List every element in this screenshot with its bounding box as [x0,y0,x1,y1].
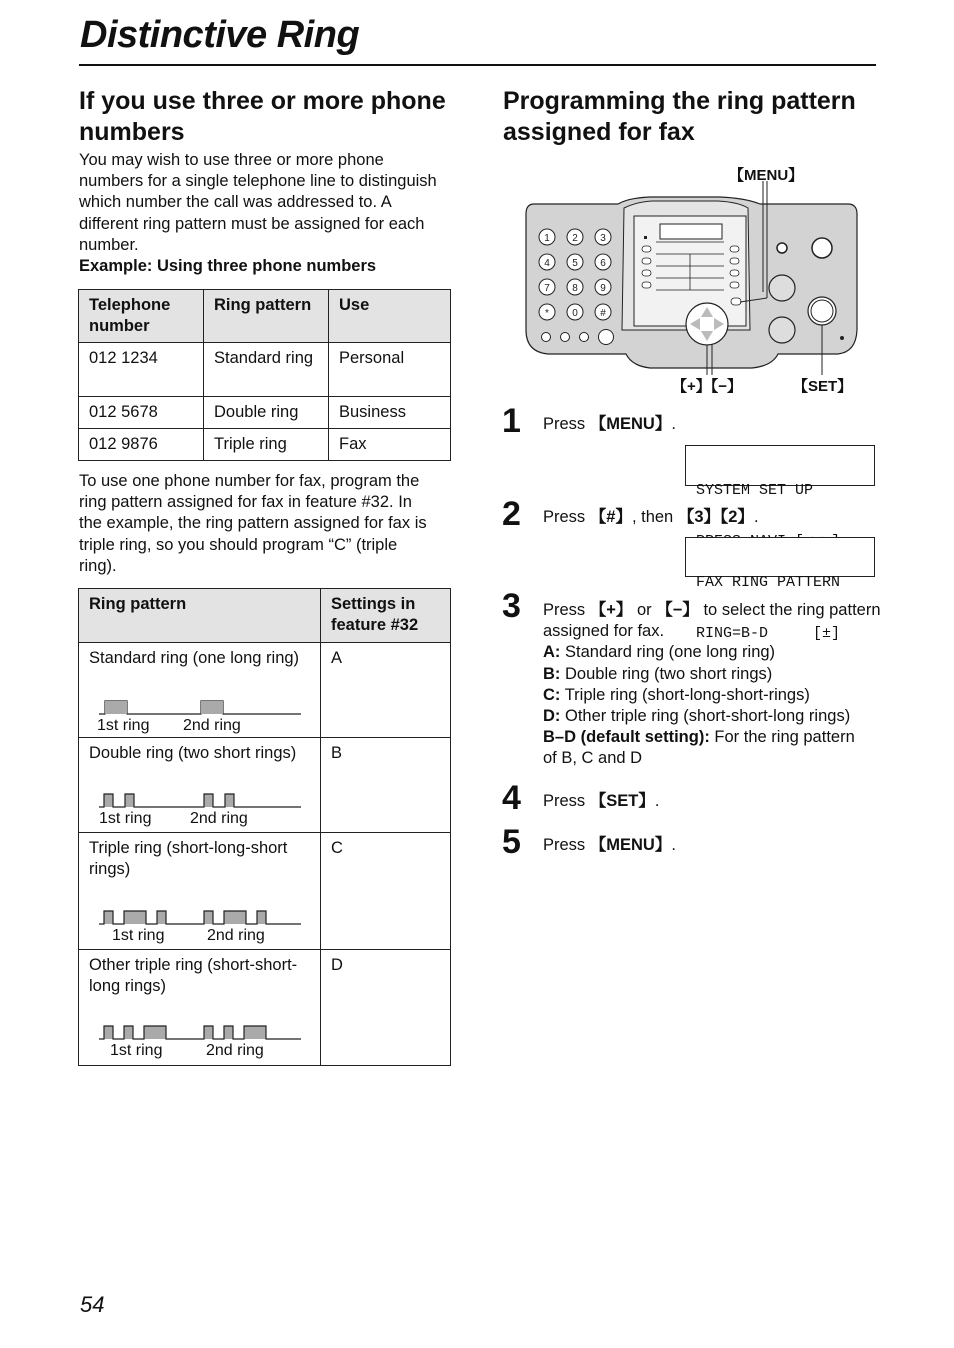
ring-pattern-cell [79,950,321,1066]
ring-label-second: 2nd ring [190,810,248,827]
table-cell: Fax [329,429,451,461]
page-title: Distinctive Ring [80,14,360,56]
step-text: , then [631,508,678,526]
ring-label-second: 2nd ring [207,927,265,944]
table-cell: 012 5678 [79,397,204,429]
lcd-line: SYSTEM SET UP [696,482,814,499]
option-text: Standard ring (one long ring) [560,643,776,662]
ring-pattern-cell [79,833,321,950]
text-line: different ring pattern must be assigned for each [79,214,425,233]
default-label: B–D (default setting): [543,728,710,747]
keypad-key: 5 [572,258,578,269]
ring-label-first: 1st ring [97,717,150,734]
text-line: To use one phone number for fax, program the [79,472,420,490]
ring-label-first: 1st ring [99,810,152,827]
text-line: numbers for a single telephone line to distinguish [79,172,437,191]
option-label: D: [543,707,561,726]
text-line: which number the call was addressed to. A [79,193,392,212]
ring-label-first: 1st ring [110,1042,163,1059]
ring-description: Triple ring (short-long-short rings) [89,839,288,878]
keypad-key: 8 [572,283,578,294]
step-2-text [543,507,759,528]
lcd-display [685,445,875,499]
option-c [543,685,883,706]
keypad-key: 1 [544,233,550,244]
key-hash: 【#】 [589,508,632,526]
heading-line: assigned for fax [503,118,695,146]
table-header: Ring pattern [204,290,329,343]
step-text: . [671,415,676,433]
text-line: the example, the ring pattern assigned for fax is [79,514,427,533]
setting-cell: A [321,643,451,738]
title-rule [79,64,876,66]
option-text: Other triple ring (short-short-long rings) [560,707,851,726]
text-line: number. [79,235,139,254]
table-row [79,429,451,461]
setting-cell: D [321,950,451,1066]
section-heading-three-numbers [79,86,446,148]
callout-plus-minus: 【+】【−】 [672,378,743,395]
lcd-line: RING=B-D [±] [696,625,841,642]
table-header: Ring pattern [79,589,321,643]
step-number: 2 [502,495,521,533]
text-line: ring pattern assigned for fax in feature #32. In [79,493,412,512]
keypad-key: 2 [572,233,578,244]
ring-pattern-cell [79,738,321,833]
ring-pattern-cell [79,643,321,738]
step-4-text [543,791,659,812]
step-text: Press [543,415,590,433]
table-cell: Standard ring [204,343,329,397]
text-line: You may wish to use three or more phone [79,151,384,169]
heading-line: Programming the ring pattern [503,87,856,115]
table-row [79,950,451,1066]
table-header: Use [329,290,451,343]
table-header: Settings in feature #32 [321,589,451,643]
keypad-key: 0 [572,308,578,319]
table-row [79,833,451,950]
ring-description: Other triple ring (short-short-long rings) [89,956,298,995]
step-1-text [543,414,676,435]
step-text: to select the ring pattern [698,601,881,619]
table-cell: Triple ring [204,429,329,461]
step-5-text [543,835,676,856]
heading-line: If you use three or more phone [79,87,446,115]
option-label: B: [543,664,561,683]
table-header: Telephone number [79,290,204,343]
key-menu: 【MENU】 [589,415,672,433]
callout-menu: 【MENU】 [729,167,804,184]
ring-description: Double ring (two short rings) [89,744,297,762]
ring-description: Standard ring (one long ring) [89,649,300,667]
ring-waveform-double [97,791,303,809]
option-text: Triple ring (short-long-short-rings) [560,685,810,704]
key-plus: 【+】 [589,601,633,619]
default-setting-line [543,727,883,748]
option-b [543,664,883,685]
keypad-key: * [545,308,549,319]
ring-waveform-triple-ssl [97,1023,303,1041]
table-cell: 012 1234 [79,343,204,397]
option-d [543,706,883,727]
table-row [79,643,451,738]
step-number: 3 [502,587,521,625]
ring-waveform-triple-sls [97,908,303,926]
keypad-key: 4 [544,258,550,269]
table-cell: Personal [329,343,451,397]
setting-cell: B [321,738,451,833]
step-text: . [654,792,660,810]
keypad-key: 6 [600,258,606,269]
keypad-key: 7 [544,283,550,294]
step-text: Press [543,836,590,854]
page-number: 54 [80,1292,105,1317]
option-label: C: [543,685,561,704]
ring-pattern-table [78,588,451,1066]
step-text: Press [543,601,590,619]
step-number: 4 [502,779,521,817]
step-text-line: assigned for fax. [543,622,665,641]
step-number: 5 [502,823,521,861]
lcd-line: FAX RING PATTERN [696,574,841,591]
ring-waveform-standard [97,698,303,716]
ring-label-second: 2nd ring [206,1042,264,1059]
key-set: 【SET】 [589,792,655,810]
option-a [543,642,883,663]
fax-machine-panel-illustration [520,180,865,375]
callout-set: 【SET】 [793,378,853,395]
table-row [79,343,451,397]
intro-paragraph [79,150,459,277]
step-text-line: of B, C and D [543,749,643,768]
step-text: . [671,836,676,854]
heading-line: numbers [79,118,185,146]
ring-label-first: 1st ring [112,927,165,944]
middle-paragraph [79,471,459,577]
step-text: or [632,601,657,619]
table-cell: Business [329,397,451,429]
keypad-key: 3 [600,233,606,244]
table-cell: Double ring [204,397,329,429]
example-label: Example: Using three phone numbers [79,257,377,276]
ring-label-second: 2nd ring [183,717,241,734]
key-minus: 【−】 [656,601,699,619]
keypad-key: # [600,308,606,319]
option-label: A: [543,643,561,662]
table-cell: 012 9876 [79,429,204,461]
default-text: For the ring pattern [709,728,855,747]
step-text: Press [543,508,590,526]
step-text: . [753,508,759,526]
table-row [79,397,451,429]
step-text: Press [543,792,590,810]
key-menu: 【MENU】 [589,836,672,854]
phone-numbers-table [78,289,451,461]
step-text-line [543,600,883,621]
text-line: triple ring, so you should program “C” (triple [79,535,398,554]
section-heading-programming [503,86,856,148]
setting-cell: C [321,833,451,950]
option-text: Double ring (two short rings) [560,664,773,683]
table-row [79,738,451,833]
step-number: 1 [502,402,521,440]
step-3-text [543,600,883,770]
keypad-key: 9 [600,283,606,294]
text-line: ring). [79,556,117,575]
key-3-2: 【3】【2】 [677,508,754,526]
